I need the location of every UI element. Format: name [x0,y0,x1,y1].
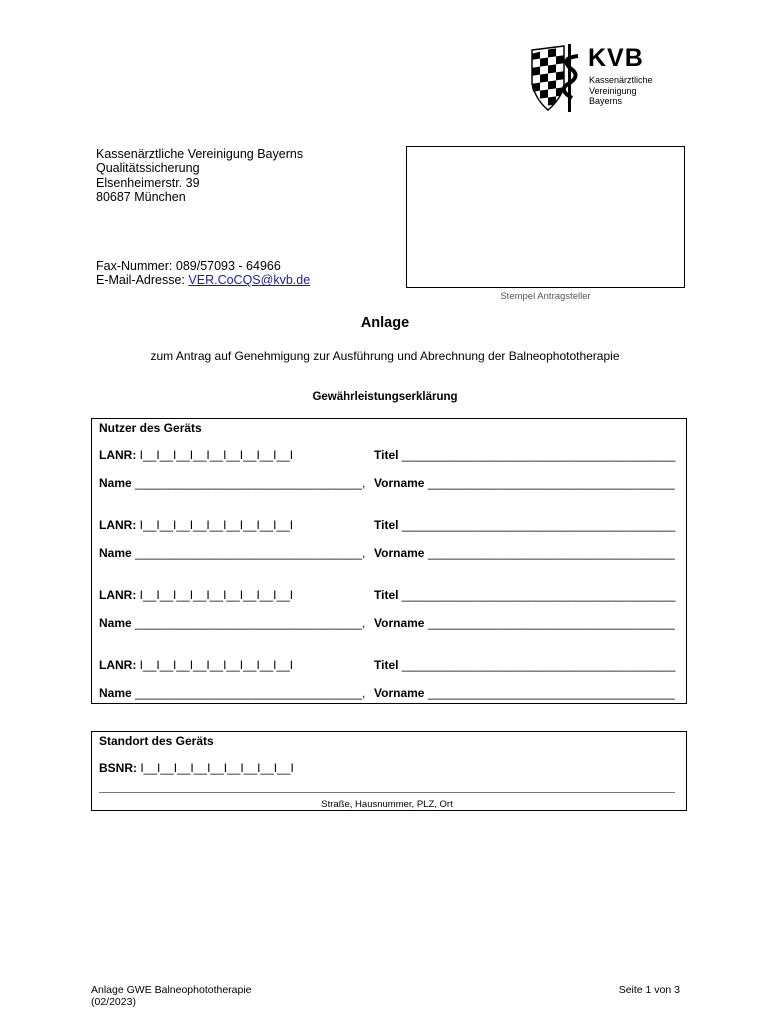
lanr-titel-row [99,448,679,464]
logo-wordmark: KVB [588,44,644,72]
vorname-field[interactable]: Vorname _____________________________________ [374,546,675,560]
address-line: Kassenärztliche Vereinigung Bayerns [96,147,304,161]
page-subtitle: zum Antrag auf Genehmigung zur Ausführung und Abrechnung der Balneophototherapie [150,349,620,363]
fax-number: Fax-Nummer: 089/57093 - 64966 [96,259,281,273]
name-field[interactable]: Name __________________________________, [99,686,366,700]
address-line: Qualitätssicherung [96,161,200,176]
recipient-address [96,147,303,205]
name-vorname-row [99,476,679,492]
titel-field[interactable]: Titel _________________________________________ [374,658,676,672]
titel-field[interactable]: Titel _________________________________________ [374,518,676,532]
email-line: E-Mail-Adresse: VER.CoCQS@kvb.de [96,273,311,288]
page-number: Seite 1 von 3 [618,984,680,996]
name-field[interactable]: Name __________________________________, [99,476,366,490]
lanr-titel-row [99,588,679,604]
page-title: Anlage [360,315,410,331]
name-field[interactable]: Name __________________________________, [99,546,366,560]
address-line: 80687 München [96,190,186,205]
device-location-section [91,731,687,811]
vorname-field[interactable]: Vorname _____________________________________ [374,616,675,630]
bsnr-field[interactable]: BSNR: I__I__I__I__I__I__I__I__I__I [99,761,294,775]
lanr-field[interactable]: LANR: I__I__I__I__I__I__I__I__I__I [99,448,294,462]
vorname-field[interactable]: Vorname _____________________________________ [374,686,675,700]
address-input-line[interactable] [99,792,675,793]
kvb-logo [530,44,670,114]
footer-doc-date: (02/2023) [91,996,136,1008]
address-line: Elsenheimerstr. 39 [96,175,200,190]
bavaria-shield-icon [530,44,586,114]
address-caption: Straße, Hausnummer, PLZ, Ort [321,799,453,810]
lanr-field[interactable]: LANR: I__I__I__I__I__I__I__I__I__I [99,518,294,532]
location-section-title: Standort des Geräts [99,734,214,748]
section-title: Gewährleistungserklärung [312,391,458,403]
stamp-field[interactable] [406,146,685,288]
contact-info [96,259,310,288]
footer-doc-name: Anlage GWE Balneophototherapie [91,984,252,996]
users-section-title: Nutzer des Geräts [99,421,202,435]
name-vorname-row [99,616,679,632]
titel-field[interactable]: Titel _________________________________________ [374,448,676,462]
lanr-titel-row [99,658,679,674]
email-link[interactable]: VER.CoCQS@kvb.de [188,273,311,288]
logo-subtitle: Kassenärztliche Vereinigung Bayerns [589,75,653,106]
name-vorname-row [99,546,679,562]
name-vorname-row [99,686,679,702]
name-field[interactable]: Name __________________________________, [99,616,366,630]
lanr-titel-row [99,518,679,534]
lanr-field[interactable]: LANR: I__I__I__I__I__I__I__I__I__I [99,588,294,602]
bsnr-row [99,761,679,777]
footer-document-info [91,984,252,1008]
titel-field[interactable]: Titel _________________________________________ [374,588,676,602]
vorname-field[interactable]: Vorname _____________________________________ [374,476,675,490]
stamp-caption: Stempel Antragsteller [500,291,591,302]
lanr-field[interactable]: LANR: I__I__I__I__I__I__I__I__I__I [99,658,294,672]
device-users-section [91,418,687,704]
